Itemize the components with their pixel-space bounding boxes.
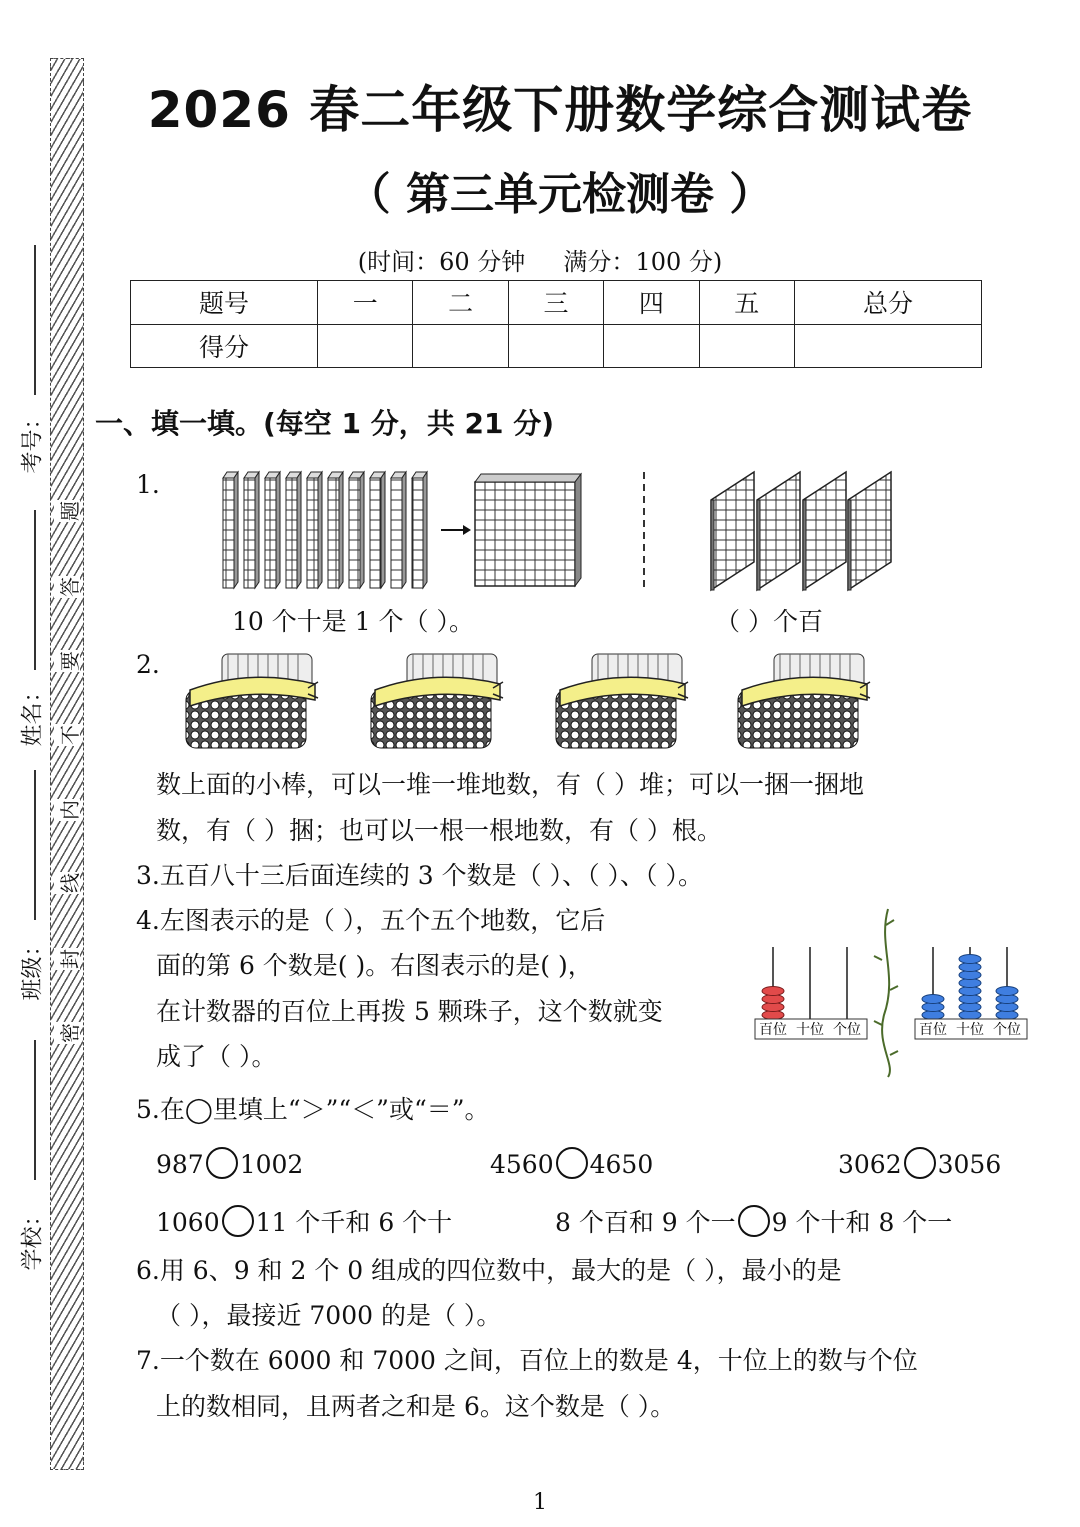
sidebar-warning-char: 封 — [54, 948, 80, 970]
binding-margin-strip — [50, 58, 84, 1470]
sidebar-warning-char: 内 — [54, 799, 80, 821]
q7-line2: 上的数相同，且两者之和是 6。这个数是（ ）。 — [156, 1392, 676, 1421]
exam-number-line[interactable] — [34, 245, 36, 395]
ten-rods-illustration — [215, 470, 595, 595]
school-label: 学校： — [20, 1204, 46, 1271]
sidebar-warning-char: 密 — [54, 1022, 80, 1044]
score-row-label: 得分 — [131, 324, 318, 368]
q3-text: 3.五百八十三后面连续的 3 个数是（ ）、（ ）、（ ）。 — [136, 861, 703, 890]
score-header-cell: 三 — [508, 281, 603, 325]
sidebar-warning-char: 线 — [54, 872, 80, 894]
abacus-label: 个位 — [833, 1022, 861, 1038]
exam-subtitle: （ 第三单元检测卷 ） — [346, 169, 774, 220]
abacus-label: 百位 — [919, 1022, 947, 1038]
score-input-cell[interactable] — [318, 324, 413, 368]
name-label: 姓名： — [20, 680, 46, 747]
page-number: 1 — [533, 1490, 547, 1515]
class-label: 班级： — [20, 934, 46, 1001]
q4-line4: 成了（ ）。 — [156, 1042, 277, 1071]
exam-time-info: (时间：60 分钟 满分：100 分) — [357, 248, 723, 276]
abacus-label: 十位 — [796, 1022, 824, 1038]
q2-number: 2. — [136, 650, 160, 679]
exam-title: 2026 春二年级下册数学综合测试卷 — [147, 81, 973, 139]
school-line[interactable] — [34, 1040, 36, 1180]
q5-left-value: 8 个百和 9 个一 — [555, 1208, 736, 1237]
q4-line2: 面的第 6 个数是( )。右图表示的是( )， — [156, 951, 593, 980]
sidebar-warning-char: 要 — [54, 650, 80, 672]
score-header-cell: 五 — [699, 281, 794, 325]
q1-right-blank: （ ）个百 — [715, 607, 823, 636]
q5-compare-item — [555, 1203, 952, 1239]
q5-left-value: 4560 — [490, 1150, 554, 1179]
score-input-cell[interactable] — [413, 324, 508, 368]
q5-compare-item — [838, 1147, 1001, 1179]
right-abacus-ones-beads — [996, 987, 1018, 1020]
sidebar-warning-char: 答 — [54, 576, 80, 598]
abacus-label: 个位 — [993, 1022, 1021, 1038]
q7-line1: 7.一个数在 6000 和 7000 之间，百位上的数是 4，十位上的数与个位 — [136, 1346, 918, 1375]
section-1-heading: 一、填一填。(每空 1 分，共 21 分) — [95, 407, 555, 440]
name-line[interactable] — [34, 510, 36, 670]
score-input-cell[interactable] — [794, 324, 981, 368]
q5-right-value: 1002 — [239, 1150, 304, 1179]
abacus-label: 十位 — [956, 1022, 984, 1038]
score-input-cell[interactable] — [699, 324, 794, 368]
score-header-cell: 题号 — [131, 281, 318, 325]
class-line[interactable] — [34, 770, 36, 920]
abacus-illustrations — [750, 905, 1045, 1080]
q5-right-value: 11 个千和 6 个十 — [255, 1208, 453, 1237]
q1-left-blank: 10 个十是 1 个（ ）。 — [232, 607, 475, 636]
q5-compare-item — [156, 1147, 303, 1179]
q4-line1: 4.左图表示的是（ ），五个五个地数，它后 — [136, 906, 606, 935]
q5-left-value: 987 — [156, 1150, 204, 1179]
q6-line1: 6.用 6、9 和 2 个 0 组成的四位数中，最大的是（ ），最小的是 — [136, 1256, 842, 1285]
compare-circle-blank[interactable] — [206, 1147, 238, 1179]
q2-line2: 数，有（ ）捆；也可以一根一根地数，有（ ）根。 — [156, 816, 722, 845]
score-header-cell: 二 — [413, 281, 508, 325]
q5-right-value: 4650 — [589, 1150, 654, 1179]
q5-intro: 5.在◯里填上“＞”“＜”或“＝”。 — [136, 1095, 490, 1124]
compare-circle-blank[interactable] — [222, 1205, 254, 1237]
right-abacus-tens-beads — [959, 955, 981, 1020]
score-table — [130, 280, 982, 368]
score-header-cell: 总分 — [794, 281, 981, 325]
right-abacus-hundreds-beads — [922, 995, 944, 1020]
q1-number: 1. — [136, 470, 160, 499]
q5-compare-item — [156, 1203, 452, 1239]
compare-circle-blank[interactable] — [738, 1205, 770, 1237]
score-header-cell: 一 — [318, 281, 413, 325]
q5-left-value: 1060 — [156, 1208, 220, 1237]
q5-left-value: 3062 — [838, 1150, 902, 1179]
hundred-flats-illustration — [636, 470, 896, 595]
score-input-cell[interactable] — [508, 324, 603, 368]
exam-number-label: 考号： — [20, 407, 46, 474]
q5-compare-item — [490, 1147, 653, 1179]
sidebar-warning-char: 不 — [54, 724, 80, 746]
compare-circle-blank[interactable] — [556, 1147, 588, 1179]
q4-line3: 在计数器的百位上再拨 5 颗珠子，这个数就变 — [156, 997, 663, 1026]
q2-line1: 数上面的小棒，可以一堆一堆地数，有（ ）堆；可以一捆一捆地 — [156, 770, 864, 799]
abacus-label: 百位 — [759, 1022, 787, 1038]
q6-line2: （ ），最接近 7000 的是（ ）。 — [156, 1301, 502, 1330]
score-header-cell: 四 — [604, 281, 699, 325]
q5-right-value: 3056 — [937, 1150, 1002, 1179]
left-abacus-hundreds-beads — [762, 987, 784, 1020]
q5-right-value: 9 个十和 8 个一 — [771, 1208, 953, 1237]
stick-bundles-illustration — [180, 650, 880, 750]
sidebar-warning-char: 题 — [54, 500, 80, 522]
score-input-cell[interactable] — [604, 324, 699, 368]
compare-circle-blank[interactable] — [904, 1147, 936, 1179]
